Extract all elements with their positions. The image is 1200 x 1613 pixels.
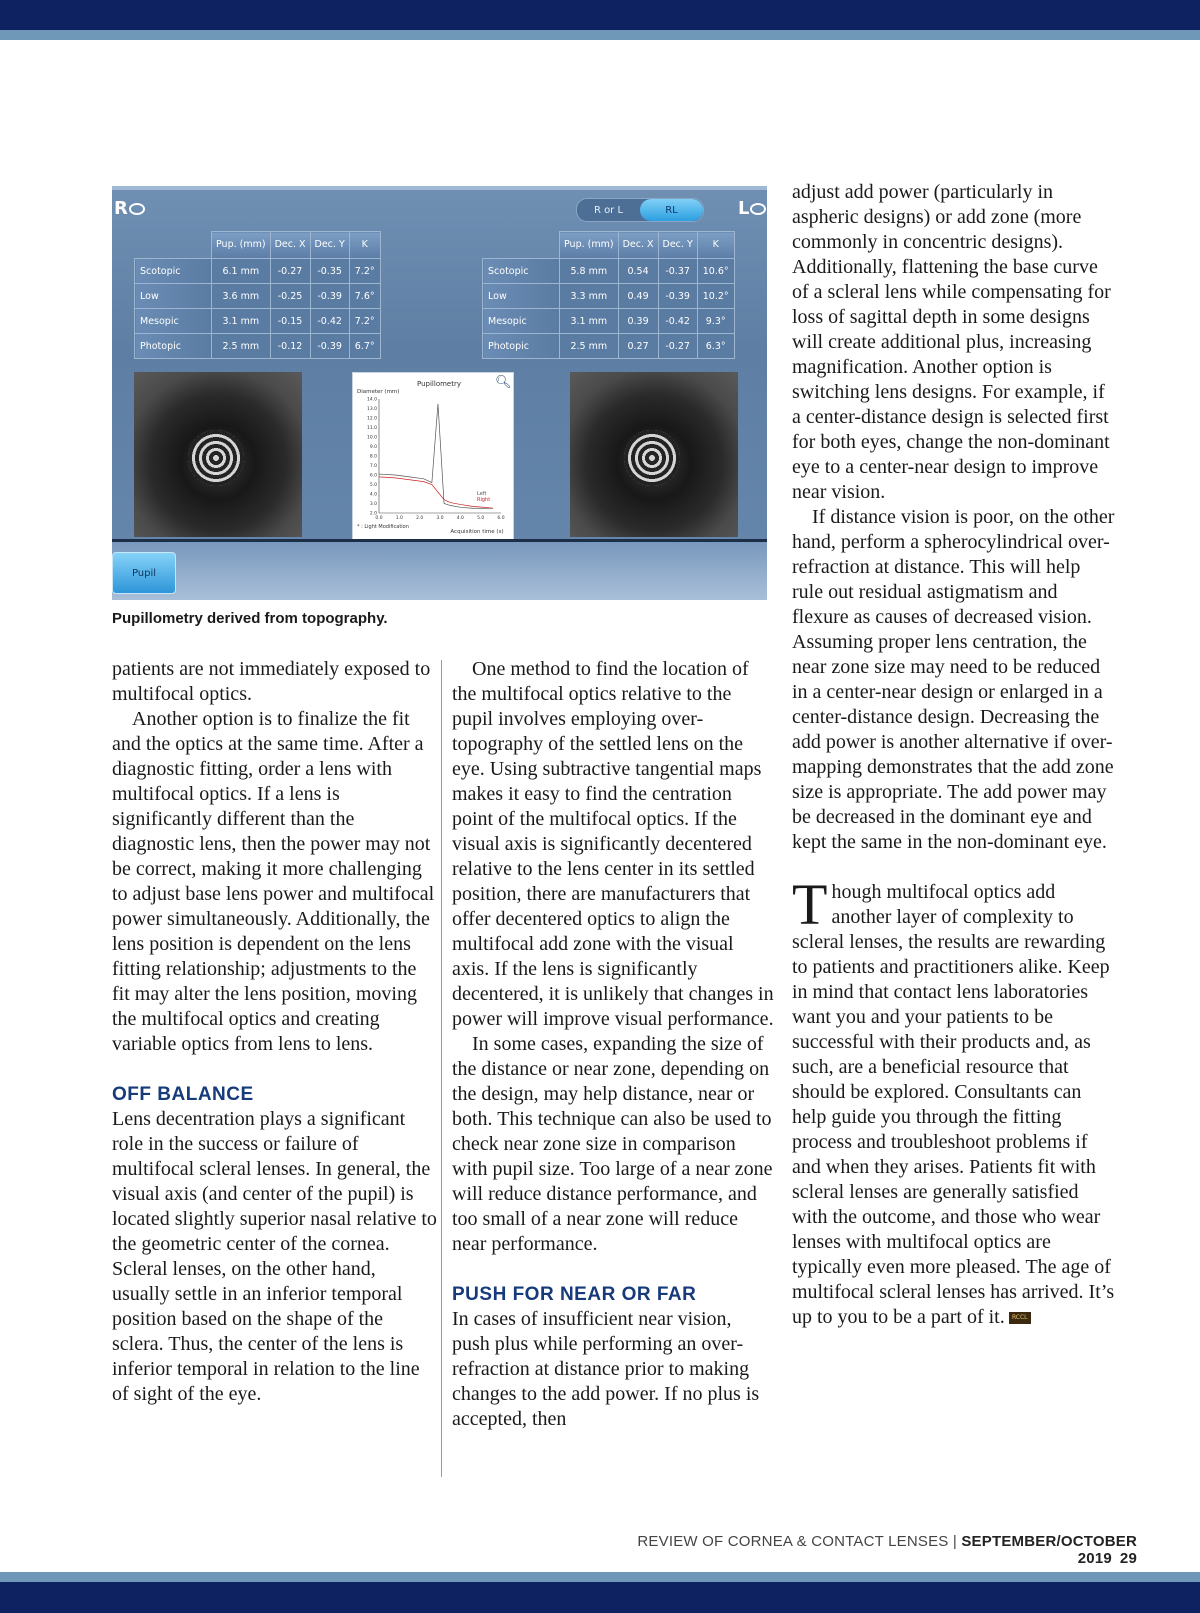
table-row-label: Mesopic bbox=[135, 309, 212, 334]
chart-note: * : Light Modification bbox=[357, 524, 409, 530]
chart-y-tick-label: 12.0 bbox=[366, 416, 377, 422]
table-cell: -0.42 bbox=[658, 309, 697, 334]
table-header-row bbox=[135, 232, 381, 259]
table-cell: -0.39 bbox=[310, 334, 349, 359]
table-row-label: Low bbox=[135, 284, 212, 309]
chart-y-tick-label: 6.0 bbox=[369, 473, 377, 479]
table-header-blank bbox=[135, 232, 212, 259]
chart-y-tick-label: 2.0 bbox=[369, 511, 377, 517]
table-cell: 3.1 mm bbox=[560, 309, 619, 334]
figure-top-line bbox=[112, 186, 767, 190]
table-cell: 5.8 mm bbox=[560, 259, 619, 284]
chart-legend-entry: Right bbox=[477, 497, 491, 503]
chart-x-tick-label: 6.0 bbox=[497, 516, 505, 521]
eye-toggle[interactable] bbox=[576, 198, 704, 222]
table-cell: -0.27 bbox=[658, 334, 697, 359]
table-row bbox=[483, 334, 735, 359]
table-cell: -0.27 bbox=[270, 259, 310, 284]
table-row-label: Photopic bbox=[135, 334, 212, 359]
table-cell: 7.6° bbox=[349, 284, 380, 309]
column-3 bbox=[792, 180, 1116, 1330]
table-row bbox=[483, 309, 735, 334]
magnifier-icon[interactable]: 🔍︎ bbox=[495, 375, 512, 390]
table-header: K bbox=[697, 232, 734, 259]
chart-title: Pupillometry bbox=[417, 380, 461, 388]
table-cell: 7.2° bbox=[349, 309, 380, 334]
table-cell: 3.1 mm bbox=[212, 309, 271, 334]
chart-x-tick-label: 3.0 bbox=[436, 516, 444, 521]
table-cell: -0.25 bbox=[270, 284, 310, 309]
chart-series-line-right bbox=[379, 477, 493, 508]
table-header: K bbox=[349, 232, 380, 259]
chart-y-tick-label: 10.0 bbox=[366, 435, 377, 441]
paragraph: adjust add power (particularly in aspheric designs) or add zone (more commonly in concentric designs). Additionally, flattening the base curve of a scleral lens while compensating for loss of sagittal depth in some designs will create additional plus, increasing magnification. Another option is switching lens designs. For example, if a center-distance design is selected first for both eyes, change the non-dominant eye to a center-near design to improve near vision. bbox=[792, 181, 1111, 503]
table-header: Pup. (mm) bbox=[212, 232, 271, 259]
table-row-label: Mesopic bbox=[483, 309, 560, 334]
eye-icon bbox=[129, 203, 145, 215]
chart-x-tick-label: 4.0 bbox=[456, 516, 464, 521]
chart-y-tick-label: 4.0 bbox=[369, 492, 377, 498]
publication-name: REVIEW OF CORNEA & CONTACT LENSES bbox=[637, 1533, 949, 1550]
table-row bbox=[135, 334, 381, 359]
top-band-accent bbox=[0, 30, 1200, 40]
table-cell: 0.39 bbox=[618, 309, 658, 334]
table-cell: 2.5 mm bbox=[560, 334, 619, 359]
paragraph: One method to find the location of the multifocal optics relative to the pupil involves employing over-topography of the settled lens on the eye. Using subtractive tangential maps makes it easy to find the centration point of the multifocal optics. If the visual axis is significantly decentered relative to the lens center in its settled position, there are manufacturers that offer decentered optics to align the multifocal add zone with the visual axis. If the lens is significantly decentered, it is unlikely that changes in power will improve visual performance. bbox=[452, 658, 774, 1030]
left-eye-marker bbox=[738, 198, 766, 219]
table-header-row bbox=[483, 232, 735, 259]
pupillometry-figure bbox=[112, 186, 767, 600]
pupil-button[interactable]: Pupil bbox=[112, 552, 176, 594]
top-band bbox=[0, 0, 1200, 30]
table-cell: 6.3° bbox=[697, 334, 734, 359]
table-row-label: Scotopic bbox=[135, 259, 212, 284]
chart-y-tick-label: 7.0 bbox=[369, 464, 377, 469]
paragraph: Lens decentration plays a significant role in the success or failure of multifocal scleral lenses. In general, the visual axis (and center of the pupil) is located slightly superior nasal relative to the geometric center of the cornea. Scleral lenses, on the other hand, usually settle in an inferior temporal position based on the shape of the sclera. Thus, the center of the lens is inferior temporal in relation to the line of sight of the eye. bbox=[112, 1108, 437, 1405]
chart-y-label: Diameter (mm) bbox=[357, 389, 400, 395]
right-eye-marker bbox=[114, 198, 145, 219]
table-row bbox=[135, 309, 381, 334]
table-header: Dec. Y bbox=[658, 232, 697, 259]
table-header: Dec. X bbox=[618, 232, 658, 259]
left-eye-pupil-table bbox=[482, 231, 735, 359]
figure-footer bbox=[112, 542, 767, 600]
right-eye-pupil-table bbox=[134, 231, 381, 359]
paragraph: In cases of insufficient near vision, push plus while performing an over-refraction at distance prior to making changes to the add power. If no plus is accepted, then bbox=[452, 1308, 760, 1430]
paragraph-gap bbox=[792, 855, 1116, 880]
table-cell: 6.1 mm bbox=[212, 259, 271, 284]
table-header: Dec. Y bbox=[310, 232, 349, 259]
section-heading: PUSH FOR NEAR OR FAR bbox=[452, 1284, 697, 1305]
figure-caption: Pupillometry derived from topography. bbox=[112, 610, 388, 627]
table-cell: 3.6 mm bbox=[212, 284, 271, 309]
table-cell: -0.42 bbox=[310, 309, 349, 334]
table-cell: 2.5 mm bbox=[212, 334, 271, 359]
paragraph: patients are not immediately exposed to multifocal optics. bbox=[112, 658, 431, 705]
bottom-band-accent bbox=[0, 1572, 1200, 1582]
chart-series-line-left bbox=[379, 404, 493, 509]
chart-y-tick-label: 5.0 bbox=[369, 483, 377, 488]
placido-rings bbox=[624, 430, 680, 486]
pupillometry-chart bbox=[352, 372, 514, 540]
table-row bbox=[135, 259, 381, 284]
section-heading: OFF BALANCE bbox=[112, 1084, 254, 1105]
table-body bbox=[135, 259, 381, 359]
table-body bbox=[483, 259, 735, 359]
table-cell: 9.3° bbox=[697, 309, 734, 334]
chart-y-tick-label: 9.0 bbox=[369, 445, 377, 450]
table-cell: -0.39 bbox=[310, 284, 349, 309]
table-header: Pup. (mm) bbox=[560, 232, 619, 259]
column-2 bbox=[452, 657, 774, 1432]
eye-icon bbox=[750, 203, 766, 215]
chart-legend-entry: Left bbox=[477, 491, 487, 497]
toggle-r-or-l[interactable]: R or L bbox=[593, 204, 624, 216]
placido-rings bbox=[188, 430, 244, 486]
closing-paragraph bbox=[792, 872, 1116, 1330]
end-mark-icon: RCCL bbox=[1009, 1312, 1031, 1324]
table-row bbox=[483, 284, 735, 309]
toggle-rl[interactable]: RL bbox=[640, 199, 703, 221]
table-cell: 0.27 bbox=[618, 334, 658, 359]
paragraph-text: hough multifocal optics add another layer of complexity to scleral lenses, the results are rewarding to patients and practitioners alike. Keep in mind that contact lens laboratories want you and your patients to be successful with their products and, as such, are a beneficial resource that should be explored. Consultants can help guide you through the fitting process and troubleshoot problems if and when they arises. Patients fit with scleral lenses are generally satisfied with the outcome, and those who wear lenses with multifocal optics are typically even more pleased. The age of multifocal scleral lenses has arrived. It’s up to you to be a part of it. bbox=[792, 881, 1115, 1328]
chart-y-tick-label: 14.0 bbox=[366, 397, 377, 403]
column-1 bbox=[112, 657, 438, 1407]
table-row bbox=[135, 284, 381, 309]
table-header-blank bbox=[483, 232, 560, 259]
chart-x-tick-label: 0.0 bbox=[375, 516, 383, 521]
table-cell: -0.15 bbox=[270, 309, 310, 334]
drop-cap: T bbox=[792, 872, 828, 937]
chart-svg bbox=[353, 373, 513, 539]
table-row-label: Photopic bbox=[483, 334, 560, 359]
left-eye-label: L bbox=[738, 198, 750, 219]
table-cell: 7.2° bbox=[349, 259, 380, 284]
table-cell: -0.37 bbox=[658, 259, 697, 284]
paragraph: In some cases, expanding the size of the distance or near zone, depending on the design, may help distance, near or both. This technique can also be used to check near zone size in comparison with pupil size. Too large of a near zone will reduce distance performance, and too small of a near zone will reduce near performance. bbox=[452, 1033, 773, 1255]
table-row-label: Low bbox=[483, 284, 560, 309]
table-cell: 10.2° bbox=[697, 284, 734, 309]
issue-date: SEPTEMBER/OCTOBER 2019 bbox=[961, 1533, 1137, 1567]
table-cell: -0.39 bbox=[658, 284, 697, 309]
chart-x-tick-label: 2.0 bbox=[416, 516, 424, 521]
chart-y-tick-label: 11.0 bbox=[366, 426, 377, 431]
right-eye-label: R bbox=[114, 198, 128, 219]
chart-x-label: Acquisition time (s) bbox=[450, 529, 504, 535]
chart-y-tick-label: 13.0 bbox=[366, 407, 377, 412]
paragraph: If distance vision is poor, on the other hand, perform a spherocylindrical over-refraction at distance. This will help rule out residual astigmatism and flexure as causes of decreased vision. Assuming proper lens centration, the near zone size may need to be reduced in a center-near design or enlarged in a center-distance design. Decreasing the add power is another alternative if over-mapping demonstrates that the add zone size is appropriate. The add power may be decreased in the dominant eye and kept the same in the non-dominant eye. bbox=[792, 506, 1115, 853]
paragraph: Another option is to finalize the fit and the optics at the same time. After a diagnostic fitting, order a lens with multifocal optics. If a lens is significantly different than the diagnostic lens, then the power may not be correct, making it more challenging to adjust base lens power and multifocal power simultaneously. Additionally, the lens position is dependent on the lens fitting relationship; adjustments to the fit may alter the lens position, moving the multifocal optics and creating variable optics from lens to lens. bbox=[112, 708, 435, 1055]
table-cell: 6.7° bbox=[349, 334, 380, 359]
footer-separator: | bbox=[948, 1533, 962, 1550]
column-rule bbox=[441, 660, 442, 1477]
left-eye-image bbox=[570, 372, 738, 537]
table-row bbox=[483, 259, 735, 284]
chart-x-tick-label: 1.0 bbox=[395, 516, 403, 521]
chart-y-tick-label: 8.0 bbox=[369, 454, 377, 460]
bottom-band bbox=[0, 1582, 1200, 1613]
page-number: 29 bbox=[1119, 1550, 1137, 1567]
chart-x-tick-label: 5.0 bbox=[477, 516, 485, 521]
table-row-label: Scotopic bbox=[483, 259, 560, 284]
table-cell: 10.6° bbox=[697, 259, 734, 284]
table-cell: 0.49 bbox=[618, 284, 658, 309]
chart-y-tick-label: 3.0 bbox=[369, 502, 377, 507]
table-cell: 3.3 mm bbox=[560, 284, 619, 309]
right-eye-image bbox=[134, 372, 302, 537]
table-cell: -0.35 bbox=[310, 259, 349, 284]
table-header: Dec. X bbox=[270, 232, 310, 259]
table-cell: 0.54 bbox=[618, 259, 658, 284]
page-footer bbox=[600, 1533, 1137, 1567]
table-cell: -0.12 bbox=[270, 334, 310, 359]
